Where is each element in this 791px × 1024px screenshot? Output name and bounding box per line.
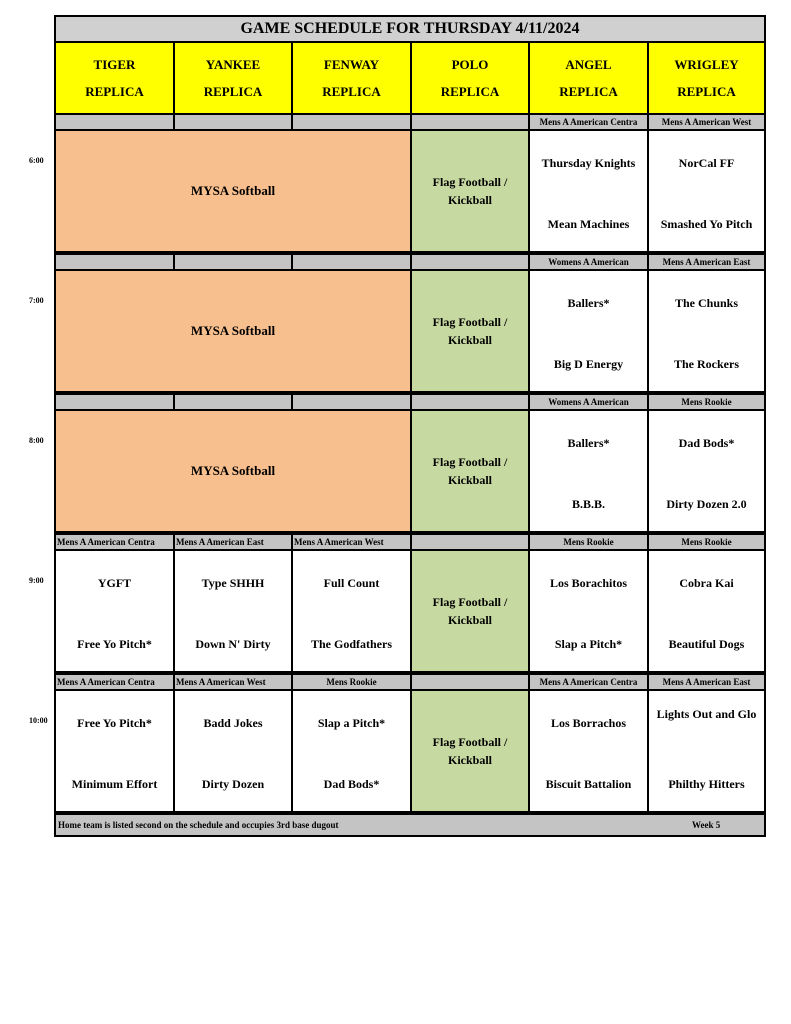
field-header-polo (412, 43, 528, 113)
home-team: Dirty Dozen 2.0 (666, 497, 747, 511)
flag-football-block: Flag Football / Kickball (412, 271, 528, 391)
home-team: Minimum Effort (71, 777, 158, 791)
time-label: 8:00 (29, 436, 44, 445)
game-cell (293, 691, 410, 811)
division-label (412, 115, 528, 129)
division-label: Mens A American West (293, 535, 410, 549)
division-label (175, 115, 291, 129)
field-name: YANKEE (205, 57, 261, 72)
home-team: The Godfathers (311, 637, 392, 651)
schedule-title: GAME SCHEDULE FOR THURSDAY 4/11/2024 (56, 17, 764, 41)
home-team: Down N' Dirty (195, 637, 271, 651)
field-name: POLO (451, 57, 489, 72)
division-label: Mens Rookie (649, 535, 764, 549)
game-cell (649, 551, 764, 671)
game-cell (649, 691, 764, 811)
game-cell (56, 691, 173, 811)
game-cell (530, 271, 647, 391)
away-team: Los Borrachos (551, 716, 626, 730)
away-team: Free Yo Pitch* (77, 716, 152, 730)
field-header-fenway (293, 43, 410, 113)
field-name: ANGEL (565, 57, 612, 72)
flag-football-block: Flag Football / Kickball (412, 691, 528, 811)
away-team: Lights Out and Glo (656, 707, 757, 721)
away-team: Type SHHH (201, 576, 265, 590)
division-label (56, 395, 173, 409)
away-team: Slap a Pitch* (317, 716, 386, 730)
home-team: Beautiful Dogs (668, 637, 745, 651)
division-label: Mens A American Centra (530, 115, 647, 129)
field-header-wrigley (649, 43, 764, 113)
field-sub: REPLICA (203, 84, 263, 99)
away-team: Thursday Knights (541, 156, 636, 170)
division-label: Mens A American Centra (530, 675, 647, 689)
division-label: Mens A American East (175, 535, 291, 549)
field-sub: REPLICA (85, 84, 144, 99)
division-label: Womens A American (530, 395, 647, 409)
game-cell (293, 551, 410, 671)
field-header-tiger (56, 43, 173, 113)
division-label (175, 255, 291, 269)
time-label: 6:00 (29, 156, 44, 165)
home-team: Dirty Dozen (201, 777, 265, 791)
home-team: Dad Bods* (323, 777, 380, 791)
division-label: Womens A American (530, 255, 647, 269)
division-label (412, 535, 528, 549)
flag-football-block: Flag Football / Kickball (412, 131, 528, 251)
field-header-yankee (175, 43, 291, 113)
away-team: Ballers* (567, 436, 610, 450)
away-team: Cobra Kai (679, 576, 734, 590)
home-team: The Rockers (674, 357, 739, 371)
division-label: Mens A American East (649, 255, 764, 269)
division-label (293, 395, 410, 409)
field-header-angel (530, 43, 647, 113)
away-team: Full Count (323, 576, 380, 590)
away-team: Ballers* (567, 296, 610, 310)
division-label: Mens A American West (175, 675, 291, 689)
home-team: Smashed Yo Pitch (660, 217, 753, 231)
time-label: 9:00 (29, 576, 44, 585)
division-label (293, 255, 410, 269)
division-label (175, 395, 291, 409)
game-cell (649, 271, 764, 391)
schedule-footer (56, 815, 764, 835)
home-team: Biscuit Battalion (545, 777, 632, 791)
home-team: Slap a Pitch* (554, 637, 623, 651)
game-cell (649, 411, 764, 531)
division-label (412, 675, 528, 689)
home-team: Big D Energy (553, 357, 624, 371)
away-team: Los Borachitos (549, 576, 627, 590)
home-team: Mean Machines (547, 217, 630, 231)
field-sub: REPLICA (677, 84, 736, 99)
game-cell (175, 691, 291, 811)
game-cell (530, 131, 647, 251)
home-team: Free Yo Pitch* (77, 637, 152, 651)
division-label: Mens A American East (649, 675, 764, 689)
time-label: 7:00 (29, 296, 44, 305)
flag-football-block: Flag Football / Kickball (412, 551, 528, 671)
home-team: Philthy Hitters (668, 777, 745, 791)
division-label: Mens Rookie (649, 395, 764, 409)
division-label: Mens A American West (649, 115, 764, 129)
division-label: Mens A American Centra (56, 675, 173, 689)
home-team: B.B.B. (571, 497, 605, 511)
division-label (412, 255, 528, 269)
division-label: Mens Rookie (293, 675, 410, 689)
game-cell (530, 691, 647, 811)
field-name: FENWAY (323, 57, 380, 72)
division-label (293, 115, 410, 129)
away-team: Dad Bods* (678, 436, 735, 450)
time-label: 10:00 (29, 716, 48, 725)
field-sub: REPLICA (322, 84, 381, 99)
mysa-softball-block: MYSA Softball (56, 271, 410, 391)
field-sub: REPLICA (559, 84, 618, 99)
week-label: Week 5 (692, 820, 721, 830)
division-label: Mens A American Centra (56, 535, 173, 549)
schedule-grid (54, 15, 766, 837)
away-team: NorCal FF (678, 156, 735, 170)
division-label (56, 255, 173, 269)
game-cell (175, 551, 291, 671)
away-team: Badd Jokes (203, 716, 263, 730)
mysa-softball-block: MYSA Softball (56, 131, 410, 251)
away-team: YGFT (97, 576, 132, 590)
mysa-softball-block: MYSA Softball (56, 411, 410, 531)
division-label: Mens Rookie (530, 535, 647, 549)
division-label (56, 115, 173, 129)
division-label (412, 395, 528, 409)
away-team: The Chunks (674, 296, 739, 310)
game-cell (530, 411, 647, 531)
flag-football-block: Flag Football / Kickball (412, 411, 528, 531)
game-cell (530, 551, 647, 671)
game-cell (649, 131, 764, 251)
field-name: WRIGLEY (674, 57, 739, 72)
home-team-note: Home team is listed second on the schedule and occupies 3rd base dugout (58, 820, 339, 830)
field-sub: REPLICA (440, 84, 500, 99)
field-name: TIGER (93, 57, 136, 72)
game-cell (56, 551, 173, 671)
